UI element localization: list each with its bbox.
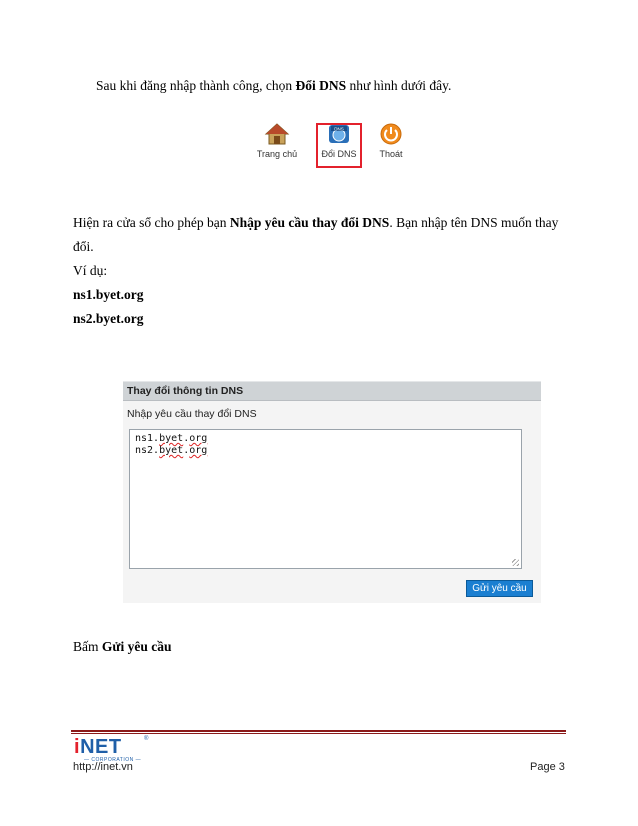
intro-pre: Sau khi đăng nhập thành công, chọn <box>96 78 296 93</box>
para2-line1 <box>73 214 558 232</box>
para2-bold: Nhập yêu cầu thay đổi DNS <box>229 215 390 230</box>
toolbar-label-home: Trang chủ <box>256 149 298 159</box>
para2-post: . Bạn nhập tên DNS muốn thay <box>389 215 559 230</box>
dns-highlight-box <box>316 123 362 168</box>
send-request-button[interactable]: Gửi yêu cầu <box>466 580 533 597</box>
dns-line-2-dot: . <box>183 445 190 456</box>
toolbar-label-dns: Đổi DNS <box>321 149 357 159</box>
logo-corporation: — CORPORATION — <box>84 757 142 763</box>
dns-line-2-word: byet <box>159 445 184 456</box>
dialog-title-bar <box>123 381 541 401</box>
para2-line2: đổi. <box>73 239 94 254</box>
toolbar-item-home[interactable] <box>255 122 299 159</box>
intro-bold: Đổi DNS <box>295 78 347 93</box>
dns-line-2 <box>135 445 516 457</box>
footer-page-number: Page 3 <box>530 761 565 773</box>
example-ns2 <box>73 310 144 328</box>
footer-url[interactable]: http://inet.vn <box>73 761 133 773</box>
example-ns1-text: ns1.byet.org <box>73 287 144 302</box>
intro-text <box>96 77 451 95</box>
toolbar-item-logout[interactable] <box>369 122 413 159</box>
logo-registered: ® <box>144 736 149 742</box>
para2-pre: Hiện ra cửa sổ cho phép bạn <box>73 215 230 230</box>
dns-line-1-dot: . <box>183 433 190 444</box>
dns-dialog <box>123 381 541 603</box>
dns-line-2-word2: org <box>189 445 208 456</box>
dns-line-1-word2: org <box>189 433 208 444</box>
resize-grip-icon[interactable] <box>512 559 519 566</box>
toolbar-label-logout: Thoát <box>379 149 403 159</box>
dns-textarea[interactable] <box>129 429 522 569</box>
home-icon <box>264 122 290 146</box>
final-pre: Bấm <box>73 639 102 654</box>
dns-line-1-word: byet <box>159 433 184 444</box>
footer-rule-thin <box>71 733 566 734</box>
example-ns1 <box>73 286 144 304</box>
dialog-subtitle: Nhập yêu cầu thay đổi DNS <box>127 408 257 420</box>
example-ns2-text: ns2.byet.org <box>73 311 144 326</box>
dns-line-1-pre: ns1. <box>135 433 160 444</box>
dns-line-2-pre: ns2. <box>135 445 160 456</box>
final-instruction <box>73 638 171 656</box>
example-label: Ví dụ: <box>73 263 108 278</box>
dns-line-1 <box>135 433 516 445</box>
logo-wordmark <box>74 736 122 759</box>
logo-i: i <box>74 736 81 758</box>
logo-rest: NET <box>80 736 122 758</box>
footer-rule-thick <box>71 730 566 732</box>
dialog-title: Thay đổi thông tin DNS <box>127 385 244 397</box>
power-icon <box>378 122 404 146</box>
svg-text:DNS: DNS <box>334 126 344 132</box>
intro-post: như hình dưới đây. <box>346 78 452 93</box>
final-bold: Gửi yêu cầu <box>101 639 172 654</box>
inet-logo <box>74 736 150 764</box>
